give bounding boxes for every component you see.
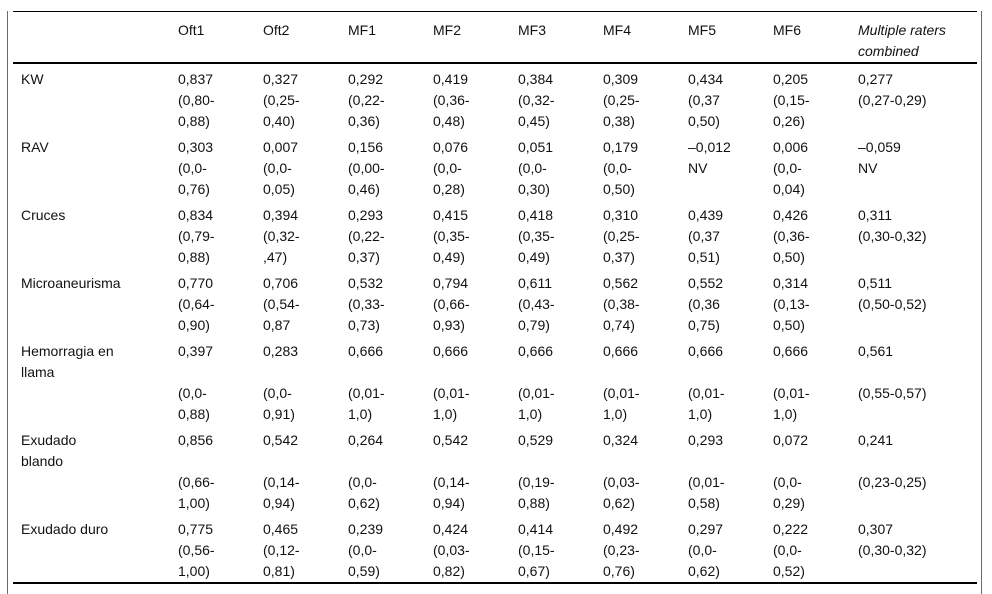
value-cell [595, 200, 680, 268]
value-cell [340, 268, 425, 336]
row-label-cell [13, 425, 170, 514]
value-cell [170, 268, 255, 336]
confidence-interval-line: (0,37 [688, 228, 720, 244]
kappa-value: 0,611 [518, 275, 552, 291]
row-label-line: Exudado duro [21, 521, 109, 537]
confidence-interval-line: (0,15- [773, 92, 810, 108]
value-cell [170, 200, 255, 268]
confidence-interval-line: (0,50-0,52) [858, 296, 927, 312]
confidence-interval-line: 1,0) [773, 406, 798, 422]
confidence-interval-line: (0,30-0,32) [858, 228, 927, 244]
confidence-interval-line: 0,05) [263, 181, 295, 197]
column-header-mf4: MF4 [595, 12, 680, 64]
confidence-interval-line: (0,36- [773, 228, 810, 244]
confidence-interval-line: (0,03- [603, 474, 640, 490]
column-header-mf1: MF1 [340, 12, 425, 64]
confidence-interval-line [688, 362, 765, 383]
kappa-value: 0,706 [263, 275, 299, 291]
table-header-row [13, 12, 977, 64]
kappa-value: 0,222 [773, 521, 809, 537]
kappa-value: 0,156 [348, 139, 384, 155]
row-label-line: Microaneurisma [21, 275, 121, 291]
column-header-mf6: MF6 [765, 12, 850, 64]
value-cell [680, 425, 765, 514]
kappa-value: 0,309 [603, 71, 639, 87]
column-header-mf5: MF5 [680, 12, 765, 64]
confidence-interval-line: (0,43- [518, 296, 555, 312]
value-cell [340, 63, 425, 132]
confidence-interval-line: (0,25- [263, 92, 300, 108]
kappa-value: 0,414 [518, 521, 554, 537]
confidence-interval-line: 0,82) [433, 563, 465, 579]
kappa-value: 0,277 [858, 71, 894, 87]
kappa-value: 0,552 [688, 275, 724, 291]
confidence-interval-line: 0,45) [518, 113, 550, 129]
confidence-interval-line: (0,35- [518, 228, 555, 244]
column-header-mf2: MF2 [425, 12, 510, 64]
kappa-value: 0,394 [263, 207, 299, 223]
table-body [13, 63, 977, 583]
value-cell [170, 514, 255, 583]
value-cell [850, 132, 977, 200]
kappa-value: 0,666 [433, 343, 469, 359]
kappa-value: 0,397 [178, 343, 214, 359]
confidence-interval-line: 0,93) [433, 317, 465, 333]
row-label-line: llama [21, 364, 55, 380]
confidence-interval-line: 0,48) [433, 113, 465, 129]
confidence-interval-line: (0,25- [603, 228, 640, 244]
confidence-interval-line: 0,87 [263, 317, 291, 333]
value-cell [595, 132, 680, 200]
kappa-value: 0,007 [263, 139, 299, 155]
confidence-interval-line: (0,23- [603, 542, 640, 558]
value-cell [595, 336, 680, 425]
confidence-interval-line [348, 362, 425, 383]
row-label-cell [13, 514, 170, 583]
confidence-interval-line: (0,0- [263, 160, 292, 176]
value-cell [765, 336, 850, 425]
kappa-value: 0,837 [178, 71, 214, 87]
confidence-interval-line: 1,0) [603, 406, 628, 422]
confidence-interval-line: 0,37) [603, 249, 635, 265]
kappa-value: 0,856 [178, 432, 214, 448]
confidence-interval-line [263, 451, 340, 472]
confidence-interval-line: (0,01- [348, 385, 385, 401]
confidence-interval-line [858, 362, 977, 383]
kappa-value: 0,307 [858, 521, 894, 537]
kappa-agreement-table [13, 11, 977, 584]
confidence-interval-line: (0,0- [603, 160, 632, 176]
confidence-interval-line: 0,94) [263, 495, 295, 511]
confidence-interval-line: (0,55-0,57) [858, 385, 927, 401]
confidence-interval-line: (0,0- [773, 474, 802, 490]
value-cell [340, 514, 425, 583]
kappa-value: 0,492 [603, 521, 639, 537]
confidence-interval-line: ,47) [263, 249, 288, 265]
value-cell [170, 336, 255, 425]
table-row [13, 63, 977, 132]
kappa-value: 0,426 [773, 207, 809, 223]
kappa-value: 0,179 [603, 139, 639, 155]
row-label-line: Cruces [21, 207, 66, 223]
row-label-cell [13, 200, 170, 268]
value-cell [765, 425, 850, 514]
confidence-interval-line: 1,00) [178, 563, 210, 579]
value-cell [255, 268, 340, 336]
confidence-interval-line: 0,88) [178, 113, 210, 129]
confidence-interval-line: (0,0- [178, 385, 207, 401]
confidence-interval-line: 0,49) [518, 249, 550, 265]
confidence-interval-line [603, 451, 680, 472]
confidence-interval-line: 0,74) [603, 317, 635, 333]
kappa-value: 0,666 [773, 343, 809, 359]
kappa-value: 0,418 [518, 207, 554, 223]
confidence-interval-line: 0,88) [518, 495, 550, 511]
kappa-value: 0,303 [178, 139, 214, 155]
value-cell [170, 63, 255, 132]
confidence-interval-line: (0,80- [178, 92, 215, 108]
confidence-interval-line: (0,32- [518, 92, 555, 108]
value-cell [595, 514, 680, 583]
confidence-interval-line: 0,30) [518, 181, 550, 197]
confidence-interval-line: (0,0- [773, 542, 802, 558]
confidence-interval-line: (0,0- [773, 160, 802, 176]
value-cell [425, 200, 510, 268]
value-cell [425, 132, 510, 200]
confidence-interval-line: (0,33- [348, 296, 385, 312]
row-label-line: Hemorragia en [21, 343, 114, 359]
confidence-interval-line: 0,36) [348, 113, 380, 129]
value-cell [510, 63, 595, 132]
value-cell [680, 268, 765, 336]
confidence-interval-line: (0,37 [688, 92, 720, 108]
confidence-interval-line: 0,50) [773, 317, 805, 333]
confidence-interval-line [688, 451, 765, 472]
kappa-value: 0,529 [518, 432, 554, 448]
table-row [13, 336, 977, 425]
value-cell [510, 336, 595, 425]
confidence-interval-line: 0,79) [518, 317, 550, 333]
value-cell [680, 63, 765, 132]
kappa-value: 0,834 [178, 207, 214, 223]
value-cell [255, 336, 340, 425]
kappa-value: –0,059 [858, 139, 901, 155]
confidence-interval-line [433, 362, 510, 383]
table-row [13, 425, 977, 514]
value-cell [850, 425, 977, 514]
value-cell [170, 425, 255, 514]
value-cell [255, 200, 340, 268]
value-cell [680, 514, 765, 583]
kappa-value: 0,434 [688, 71, 724, 87]
kappa-value: 0,310 [603, 207, 639, 223]
confidence-interval-line: 0,76) [603, 563, 635, 579]
figure-frame [7, 11, 982, 594]
kappa-value: 0,794 [433, 275, 469, 291]
row-label-cell [13, 336, 170, 425]
confidence-interval-line: (0,12- [263, 542, 300, 558]
kappa-value: 0,205 [773, 71, 809, 87]
confidence-interval-line: 0,49) [433, 249, 465, 265]
value-cell [425, 268, 510, 336]
confidence-interval-line: (0,30-0,32) [858, 542, 927, 558]
kappa-value: –0,012 [688, 139, 731, 155]
confidence-interval-line: (0,23-0,25) [858, 474, 927, 490]
kappa-value: 0,415 [433, 207, 469, 223]
row-label-line: RAV [21, 139, 49, 155]
kappa-value: 0,439 [688, 207, 724, 223]
value-cell [510, 425, 595, 514]
confidence-interval-line: 0,40) [263, 113, 295, 129]
value-cell [255, 425, 340, 514]
value-cell [510, 132, 595, 200]
kappa-value: 0,311 [858, 207, 892, 223]
confidence-interval-line: 0,73) [348, 317, 380, 333]
value-cell [850, 514, 977, 583]
confidence-interval-line: (0,79- [178, 228, 215, 244]
confidence-interval-line: (0,01- [518, 385, 555, 401]
row-label-header [13, 12, 170, 64]
value-cell [425, 425, 510, 514]
value-cell [425, 514, 510, 583]
confidence-interval-line: (0,56- [178, 542, 215, 558]
confidence-interval-line: (0,0- [688, 542, 717, 558]
confidence-interval-line: (0,66- [178, 474, 215, 490]
value-cell [340, 336, 425, 425]
value-cell [850, 336, 977, 425]
kappa-value: 0,424 [433, 521, 469, 537]
confidence-interval-line: (0,36- [433, 92, 470, 108]
confidence-interval-line: 0,62) [348, 495, 380, 511]
confidence-interval-line: 0,37) [348, 249, 380, 265]
value-cell [425, 336, 510, 425]
confidence-interval-line: (0,54- [263, 296, 300, 312]
confidence-interval-line: (0,19- [518, 474, 555, 490]
value-cell [340, 200, 425, 268]
row-label-line: Exudado [21, 432, 77, 448]
column-header-oft1: Oft1 [170, 12, 255, 64]
confidence-interval-line: (0,0- [518, 160, 547, 176]
confidence-interval-line: 1,0) [688, 406, 713, 422]
confidence-interval-line: (0,36 [688, 296, 720, 312]
kappa-value: 0,293 [688, 432, 724, 448]
confidence-interval-line: 0,29) [773, 495, 805, 511]
kappa-value: 0,239 [348, 521, 384, 537]
kappa-value: 0,666 [518, 343, 554, 359]
kappa-value: 0,465 [263, 521, 299, 537]
table-row [13, 200, 977, 268]
confidence-interval-line: NV [858, 160, 878, 176]
confidence-interval-line [348, 451, 425, 472]
confidence-interval-line: (0,22- [348, 92, 385, 108]
kappa-value: 0,241 [858, 432, 894, 448]
confidence-interval-line: 1,0) [518, 406, 543, 422]
kappa-value: 0,542 [263, 432, 299, 448]
kappa-value: 0,770 [178, 275, 214, 291]
confidence-interval-line: (0,15- [518, 542, 555, 558]
table-row [13, 132, 977, 200]
value-cell [680, 132, 765, 200]
value-cell [765, 268, 850, 336]
confidence-interval-line: 0,38) [603, 113, 635, 129]
confidence-interval-line: 0,81) [263, 563, 295, 579]
kappa-value: 0,561 [858, 343, 894, 359]
value-cell [765, 132, 850, 200]
kappa-value: 0,666 [603, 343, 639, 359]
kappa-value: 0,666 [348, 343, 384, 359]
confidence-interval-line: 0,59) [348, 563, 380, 579]
row-label-line: blando [21, 453, 64, 469]
confidence-interval-line: 0,26) [773, 113, 805, 129]
confidence-interval-line: (0,32- [263, 228, 300, 244]
row-label-cell [13, 268, 170, 336]
confidence-interval-line [518, 451, 595, 472]
row-label-cell [13, 132, 170, 200]
kappa-value: 0,292 [348, 71, 384, 87]
confidence-interval-line: 0,50) [688, 113, 720, 129]
confidence-interval-line: (0,01- [773, 385, 810, 401]
value-cell [510, 200, 595, 268]
value-cell [170, 132, 255, 200]
value-cell [680, 336, 765, 425]
value-cell [510, 268, 595, 336]
value-cell [340, 425, 425, 514]
confidence-interval-line: 1,0) [433, 406, 458, 422]
confidence-interval-line: 0,62) [688, 563, 720, 579]
value-cell [425, 63, 510, 132]
confidence-interval-line: (0,0- [433, 160, 462, 176]
value-cell [510, 514, 595, 583]
confidence-interval-line [178, 362, 255, 383]
kappa-value: 0,006 [773, 139, 809, 155]
confidence-interval-line: 0,67) [518, 563, 550, 579]
confidence-interval-line: 0,94) [433, 495, 465, 511]
confidence-interval-line: (0,14- [433, 474, 470, 490]
confidence-interval-line: 0,46) [348, 181, 380, 197]
value-cell [850, 268, 977, 336]
confidence-interval-line: (0,64- [178, 296, 215, 312]
confidence-interval-line: 0,50) [773, 249, 805, 265]
value-cell [255, 132, 340, 200]
confidence-interval-line: (0,0- [348, 474, 377, 490]
kappa-value: 0,666 [688, 343, 724, 359]
confidence-interval-line: (0,01- [688, 385, 725, 401]
confidence-interval-line: (0,35- [433, 228, 470, 244]
value-cell [340, 132, 425, 200]
value-cell [765, 63, 850, 132]
kappa-value: 0,775 [178, 521, 214, 537]
value-cell [850, 200, 977, 268]
confidence-interval-line: NV [688, 160, 708, 176]
confidence-interval-line: 0,50) [603, 181, 635, 197]
kappa-value: 0,532 [348, 275, 384, 291]
column-header-mf3: MF3 [510, 12, 595, 64]
confidence-interval-line: (0,0- [263, 385, 292, 401]
column-header-multiple-raters-combined: Multiple raters combined [850, 12, 977, 64]
kappa-value: 0,076 [433, 139, 469, 155]
kappa-value: 0,511 [858, 275, 892, 291]
kappa-value: 0,324 [603, 432, 639, 448]
confidence-interval-line: 0,88) [178, 406, 210, 422]
table-row [13, 514, 977, 583]
confidence-interval-line [603, 362, 680, 383]
confidence-interval-line: (0,03- [433, 542, 470, 558]
confidence-interval-line: (0,27-0,29) [858, 92, 927, 108]
kappa-value: 0,264 [348, 432, 384, 448]
value-cell [595, 268, 680, 336]
kappa-value: 0,384 [518, 71, 554, 87]
value-cell [680, 200, 765, 268]
confidence-interval-line: 0,58) [688, 495, 720, 511]
confidence-interval-line [263, 362, 340, 383]
confidence-interval-line: 0,28) [433, 181, 465, 197]
kappa-value: 0,419 [433, 71, 469, 87]
value-cell [595, 425, 680, 514]
table-row [13, 268, 977, 336]
kappa-value: 0,542 [433, 432, 469, 448]
confidence-interval-line: 0,76) [178, 181, 210, 197]
row-label-cell [13, 63, 170, 132]
confidence-interval-line [773, 451, 850, 472]
kappa-value: 0,283 [263, 343, 299, 359]
kappa-value: 0,314 [773, 275, 809, 291]
confidence-interval-line: 0,91) [263, 406, 295, 422]
confidence-interval-line [773, 362, 850, 383]
confidence-interval-line: (0,14- [263, 474, 300, 490]
confidence-interval-line [178, 451, 255, 472]
confidence-interval-line [518, 362, 595, 383]
value-cell [765, 200, 850, 268]
confidence-interval-line: (0,13- [773, 296, 810, 312]
kappa-value: 0,051 [518, 139, 554, 155]
confidence-interval-line: 0,62) [603, 495, 635, 511]
confidence-interval-line: 0,88) [178, 249, 210, 265]
value-cell [850, 63, 977, 132]
confidence-interval-line: (0,0- [348, 542, 377, 558]
confidence-interval-line: 0,90) [178, 317, 210, 333]
confidence-interval-line: (0,22- [348, 228, 385, 244]
value-cell [595, 63, 680, 132]
confidence-interval-line: 1,00) [178, 495, 210, 511]
column-header-oft2: Oft2 [255, 12, 340, 64]
confidence-interval-line: (0,38- [603, 296, 640, 312]
confidence-interval-line: (0,01- [688, 474, 725, 490]
confidence-interval-line: 0,04) [773, 181, 805, 197]
confidence-interval-line: 0,52) [773, 563, 805, 579]
kappa-value: 0,327 [263, 71, 299, 87]
value-cell [255, 63, 340, 132]
confidence-interval-line: (0,66- [433, 296, 470, 312]
confidence-interval-line: 0,51) [688, 249, 720, 265]
row-label-line: KW [21, 71, 44, 87]
kappa-value: 0,562 [603, 275, 639, 291]
confidence-interval-line: (0,01- [433, 385, 470, 401]
confidence-interval-line: (0,01- [603, 385, 640, 401]
confidence-interval-line [433, 451, 510, 472]
confidence-interval-line: (0,25- [603, 92, 640, 108]
kappa-value: 0,072 [773, 432, 809, 448]
confidence-interval-line [858, 451, 977, 472]
kappa-value: 0,293 [348, 207, 384, 223]
value-cell [765, 514, 850, 583]
value-cell [255, 514, 340, 583]
confidence-interval-line: 1,0) [348, 406, 373, 422]
confidence-interval-line: (0,0- [178, 160, 207, 176]
kappa-value: 0,297 [688, 521, 724, 537]
confidence-interval-line: (0,00- [348, 160, 385, 176]
confidence-interval-line: 0,75) [688, 317, 720, 333]
